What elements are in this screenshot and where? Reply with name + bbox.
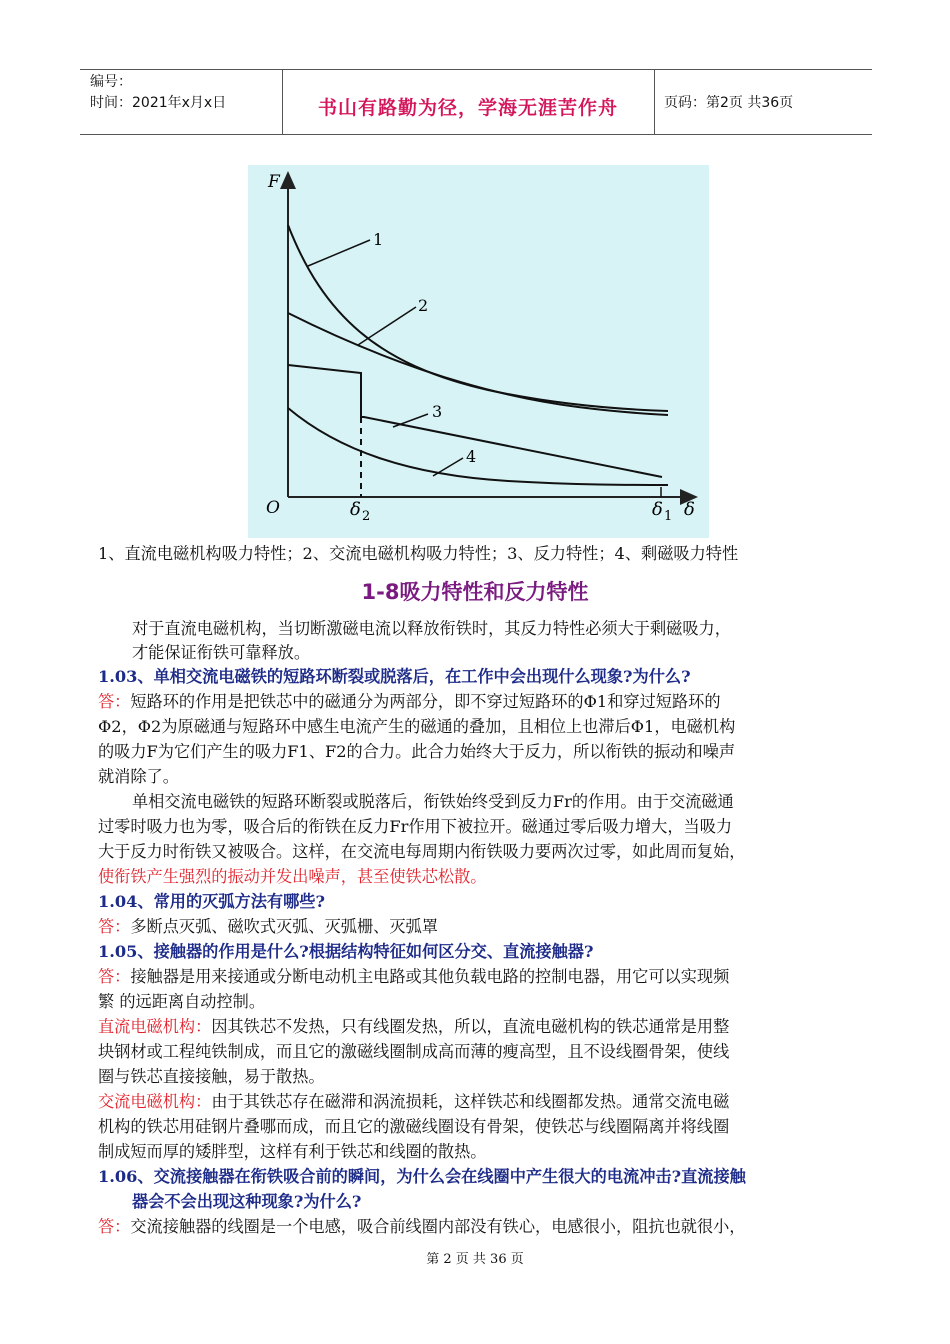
answer-104	[98, 915, 438, 939]
answer-103-para2-line: 单相交流电磁铁的短路环断裂或脱落后，衔铁始终受到反力Fr的作用。由于交流磁通	[132, 792, 734, 811]
header-motto: 书山有路勤为径，学海无涯苦作舟	[317, 97, 618, 119]
header-page-code: 页码：第2页 共36页	[664, 95, 794, 111]
answer-label: 答：	[98, 1217, 131, 1236]
answer-103-line: 的吸力F为它们产生的吸力F1、F2的合力。此合力始终大于反力，所以衔铁的振动和噪声	[98, 742, 736, 761]
ac-mechanism-line	[98, 1090, 729, 1114]
intro-line: 对于直流电磁机构，当切断激磁电流以释放衔铁时，其反力特性必须大于剩磁吸力，	[132, 619, 731, 638]
curve-label-4: 4	[466, 447, 477, 466]
header-top-rule	[80, 69, 872, 70]
curve-label-3: 3	[432, 402, 443, 421]
label-leader-3	[393, 414, 428, 427]
answer-103-line: Φ2，Φ2为原磁通与短路环中感生电流产生的磁通的叠加，且相位上也滞后Φ1，电磁机构	[98, 717, 736, 736]
force-characteristic-figure	[248, 165, 709, 538]
answer-label: 答：	[98, 692, 131, 711]
dc-text: 因其铁芯不发热，只有线圈发热，所以，直流电磁机构的铁芯通常是用整	[211, 1017, 730, 1036]
answer-label: 答：	[98, 967, 131, 986]
label-leader-4	[433, 458, 463, 476]
answer-text: 接触器是用来接通或分断电动机主电路或其他负载电路的控制电器，用它可以实现频	[130, 967, 730, 986]
curve-label-2: 2	[418, 296, 429, 315]
dc-label: 直流电磁机构：	[98, 1017, 212, 1036]
answer-103-line	[98, 690, 721, 714]
ac-mechanism-line: 制成短而厚的矮胖型，这样有利于铁芯和线圈的散热。	[98, 1142, 487, 1161]
delta2-subscript: 2	[362, 509, 371, 524]
delta1-label: δ	[652, 499, 663, 520]
question-105: 1.05、接触器的作用是什么?根据结构特征如何区分交、直流接触器?	[98, 942, 594, 961]
answer-106	[98, 1215, 746, 1239]
figure-caption: 1、直流电磁机构吸力特性；2、交流电磁机构吸力特性；3、反力特性；4、剩磁吸力特性	[98, 544, 739, 563]
curve-1-dc-attraction	[288, 225, 668, 411]
answer-text: 多断点灭弧、磁吹式灭弧、灭弧栅、灭弧罩	[130, 917, 438, 936]
number-label: 编号：	[90, 74, 132, 90]
ac-label: 交流电磁机构：	[98, 1092, 212, 1111]
curve-label-1: 1	[373, 230, 384, 249]
question-103: 1.03、单相交流电磁铁的短路环断裂或脱落后，在工作中会出现什么现象?为什么?	[98, 667, 691, 686]
ac-text: 由于其铁芯存在磁滞和涡流损耗，这样铁芯和线圈都发热。通常交流电磁	[211, 1092, 730, 1111]
y-axis-label: F	[268, 172, 280, 192]
question-106-line: 器会不会出现这种现象?为什么?	[132, 1192, 362, 1211]
question-106-line: 1.06、交流接触器在衔铁吸合前的瞬间，为什么会在线圈中产生很大的电流冲击?直流接触	[98, 1167, 746, 1186]
answer-105-line: 繁 的远距离自动控制。	[98, 992, 266, 1011]
answer-label: 答：	[98, 917, 131, 936]
delta2-label: δ	[350, 499, 361, 520]
x-axis-label: δ	[684, 499, 695, 520]
page-footer: 第 2 页 共 36 页	[426, 1252, 524, 1267]
delta1-subscript: 1	[664, 509, 673, 524]
label-leader-1	[308, 240, 370, 266]
date-line: 时间：2021年x月x日	[90, 95, 227, 111]
header-left	[90, 72, 226, 136]
section-title: 1-8吸力特性和反力特性	[361, 580, 589, 604]
label-leader-2	[358, 307, 416, 345]
intro-line: 才能保证衔铁可靠释放。	[132, 643, 311, 662]
answer-text: 短路环的作用是把铁芯中的磁通分为两部分，即不穿过短路环的Φ1和穿过短路环的	[130, 692, 721, 711]
answer-103-para2-line: 过零时吸力也为零，吸合后的衔铁在反力Fr作用下被拉开。磁通过零后吸力增大，当吸力	[98, 817, 733, 836]
answer-103-line: 就消除了。	[98, 767, 179, 786]
answer-103-para2-line: 大于反力时衔铁又被吸合。这样，在交流电每周期内衔铁吸力要两次过零，如此周而复始，	[98, 842, 746, 861]
answer-text: 交流接触器的线圈是一个电感，吸合前线圈内部没有铁心，电感很小，阻抗也就很小，	[130, 1217, 746, 1236]
curve-2-ac-attraction	[288, 313, 668, 415]
answer-103-highlight: 使衔铁产生强烈的振动并发出噪声，甚至使铁芯松散。	[98, 867, 487, 886]
ac-mechanism-line: 机构的铁芯用硅钢片叠哪而成，而且它的激磁线圈设有骨架，使铁芯与线圈隔离并将线圈	[98, 1117, 730, 1136]
curve-4-remanence	[288, 408, 668, 485]
dc-mechanism-line	[98, 1015, 729, 1039]
dc-mechanism-line: 块钢材或工程纯铁制成，而且它的激磁线圈制成高而薄的瘦高型，且不设线圈骨架，使线	[98, 1042, 730, 1061]
dc-mechanism-line: 圈与铁芯直接接触，易于散热。	[98, 1067, 325, 1086]
force-curves-svg	[248, 165, 709, 538]
answer-105-line	[98, 965, 729, 989]
origin-label: O	[266, 498, 280, 518]
header-divider	[654, 70, 655, 134]
question-104: 1.04、常用的灭弧方法有哪些?	[98, 892, 325, 911]
